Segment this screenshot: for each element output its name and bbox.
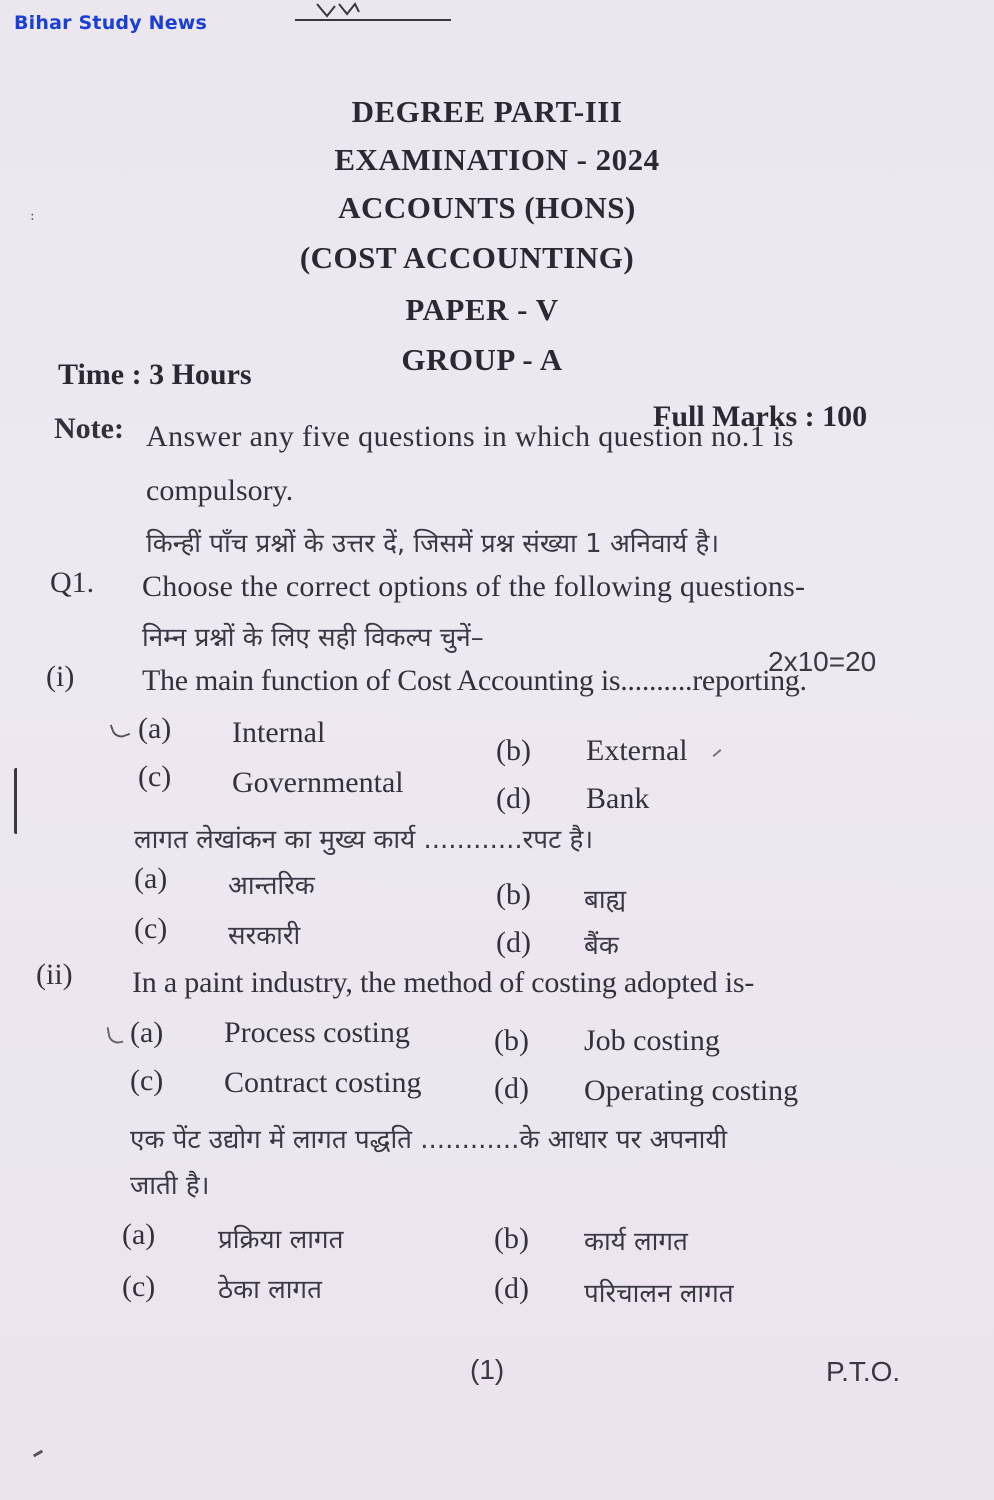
question-ii-hindi-line1: एक पेंट उद्योग में लागत पद्धति ............के आधार पर अपनायी <box>130 1125 728 1155</box>
option-key: (c) <box>130 1064 164 1097</box>
question-ii-number: (ii) <box>36 958 73 991</box>
degree-heading: DEGREE PART-III <box>351 94 623 129</box>
option-text: Operating costing <box>584 1074 799 1107</box>
question-number: Q1. <box>50 566 95 599</box>
question-ii-text: In a paint industry, the method of costing adopted is- <box>132 966 755 999</box>
time-label: Time : 3 Hours <box>58 358 252 391</box>
note-label: Note: <box>54 412 124 445</box>
option-text-hindi: बैंक <box>584 931 619 961</box>
option-text: Internal <box>232 716 326 749</box>
option-text: Bank <box>586 782 650 815</box>
option-text-hindi: परिचालन लागत <box>584 1279 734 1309</box>
tick-mark <box>107 1025 124 1045</box>
option-key: (b) <box>496 734 531 767</box>
option-key: (b) <box>494 1222 529 1255</box>
examination-heading: EXAMINATION - 2024 <box>334 142 660 177</box>
question-i-number: (i) <box>46 660 75 693</box>
q1-instruction: Choose the correct options of the following questions- <box>142 570 806 603</box>
option-text: Job costing <box>584 1024 720 1057</box>
q1-marks: 2x10=20 <box>768 646 877 677</box>
option-key: (b) <box>494 1024 529 1057</box>
option-text-hindi: सरकारी <box>228 921 301 951</box>
q1-instruction-hindi: निम्न प्रश्नों के लिए सही विकल्प चुनें– <box>142 623 484 653</box>
note-text-line1: Answer any five questions in which question no.1 is <box>146 420 794 453</box>
option-text-hindi: प्रक्रिया लागत <box>218 1225 344 1255</box>
subject-heading: ACCOUNTS (HONS) <box>338 190 636 225</box>
option-key: (c) <box>138 760 172 793</box>
option-key: (c) <box>134 912 168 945</box>
option-key: (c) <box>122 1270 156 1303</box>
question-ii-hindi-line2: जाती है। <box>130 1171 210 1201</box>
option-text-hindi: आन्तरिक <box>228 871 315 901</box>
watermark-text: Bihar Study News <box>14 12 208 34</box>
option-text: Governmental <box>232 766 404 799</box>
full-marks-label: Full Marks : 100 <box>653 400 868 433</box>
option-text-hindi: ठेका लागत <box>218 1275 322 1305</box>
option-key: (a) <box>138 712 172 745</box>
paper-subject-heading: (COST ACCOUNTING) <box>299 240 635 275</box>
tick-mark <box>713 749 722 757</box>
option-text: Process costing <box>224 1016 410 1049</box>
option-key: (d) <box>496 782 531 815</box>
paper-number-heading: PAPER - V <box>405 292 559 327</box>
option-key: (a) <box>122 1218 156 1251</box>
margin-bracket-mark <box>14 768 23 834</box>
tick-mark <box>110 720 131 741</box>
note-hindi: किन्हीं पाँच प्रश्नों के उत्तर दें, जिसमें प्रश्न संख्या 1 अनिवार्य है। <box>146 529 720 559</box>
note-text-line2: compulsory. <box>146 474 294 507</box>
question-i-text: The main function of Cost Accounting is..........reporting. <box>142 664 807 697</box>
option-key: (b) <box>496 878 531 911</box>
option-key: (d) <box>494 1072 529 1105</box>
pto-label: P.T.O. <box>826 1356 901 1387</box>
page-number: (1) <box>470 1354 505 1385</box>
group-heading: GROUP - A <box>401 342 563 377</box>
option-key: (d) <box>496 926 531 959</box>
margin-colon-mark: : <box>30 208 35 224</box>
question-i-hindi: लागत लेखांकन का मुख्य कार्य ............रपट है। <box>134 825 594 855</box>
option-key: (d) <box>494 1272 529 1305</box>
option-key: (a) <box>134 862 168 895</box>
option-key: (a) <box>130 1016 164 1049</box>
option-text-hindi: बाह्य <box>584 885 627 915</box>
option-text: External <box>586 734 688 767</box>
option-text: Contract costing <box>224 1066 422 1099</box>
signature-scribble <box>295 0 455 26</box>
option-text-hindi: कार्य लागत <box>584 1227 688 1257</box>
pen-mark <box>33 1450 43 1458</box>
